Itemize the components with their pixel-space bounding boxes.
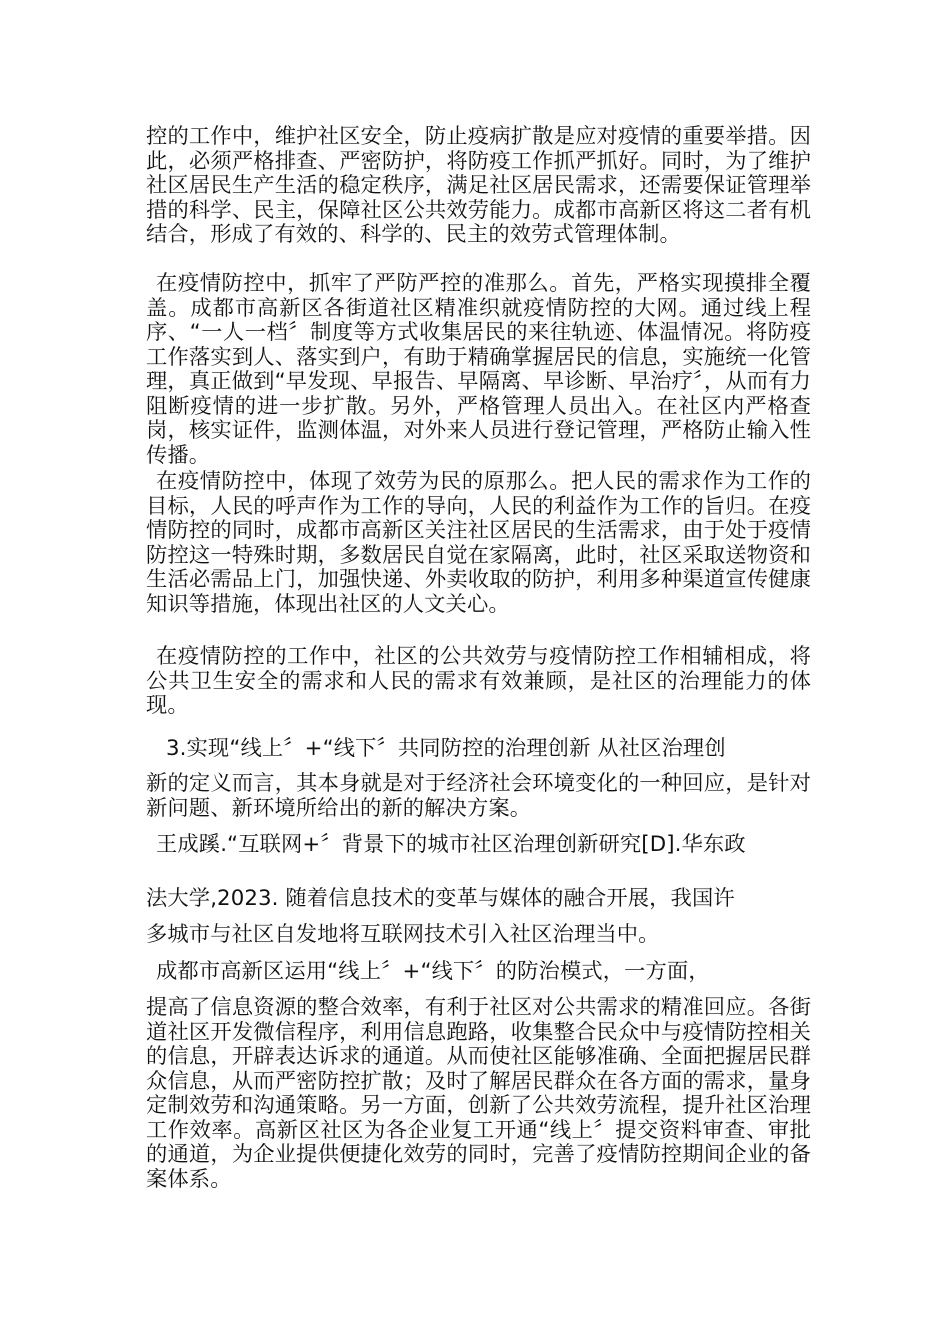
paragraph-1: 控的工作中，维护社区安全，防止疫病扩散是应对疫情的重要举措。因此，必须严格排查、严密防护，将防疫工作抓严抓好。同时，为了维护社区居民生产生活的稳定秩序，满足社区居民需求，还需要保证管理举措的科学、民主，保障社区公共效劳能力。成都市高新区将这二者有机结合，形成了有效的、科学的、民主的效劳式管理体制。 [146, 124, 811, 247]
section-heading-3: 3.实现“线上〞+“线下〞共同防控的治理创新 从社区治理创 [166, 736, 726, 761]
reference-citation: 王成蹊.“互联网+〞背景下的城市社区治理创新研究[D].华东政 [156, 832, 746, 857]
paragraph-4: 在疫情防控的工作中，社区的公共效劳与疫情防控工作相辅相成，将公共卫生安全的需求和人民的需求有效兼顾，是社区的治理能力的体现。 [146, 644, 811, 718]
paragraph-7: 多城市与社区自发地将互联网技术引入社区治理当中。 [146, 922, 660, 947]
paragraph-6: 法大学,2023. 随着信息技术的变革与媒体的融合开展，我国许 [146, 886, 735, 911]
paragraph-2: 在疫情防控中，抓牢了严防严控的准那么。首先，严格实现摸排全覆盖。成都市高新区各街道社区精准织就疫情防控的大网。通过线上程序、“一人一档〞制度等方式收集居民的来往轨迹、体温情况。将防疫工作落实到人、落实到户，有助于精确掌握居民的信息，实施统一化管理，真正做到“早发现、早报告、早隔离、早诊断、早治疗〞，从而有力阻断疫情的进一步扩散。另外，严格管理人员出入。在社区内严格查岗，核实证件，监测体温，对外来人员进行登记管理，严格防止输入性传播。 [146, 271, 811, 468]
paragraph-3: 在疫情防控中，体现了效劳为民的原那么。把人民的需求作为工作的目标，人民的呼声作为工作的导向，人民的利益作为工作的旨归。在疫情防控的同时，成都市高新区关注社区居民的生活需求，由于处于疫情防控这一特殊时期，多数居民自觉在家隔离，此时，社区采取送物资和生活必需品上门，加强快递、外卖收取的防护，利用多种渠道宣传健康知识等措施，体现出社区的人文关心。 [146, 469, 811, 617]
paragraph-9: 提高了信息资源的整合效率，有利于社区对公共需求的精准回应。各街道社区开发微信程序，利用信息跑路，收集整合民众中与疫情防控相关的信息，开辟表达诉求的通道。从而使社区能够准确、全面把握居民群众信息，从而严密防控扩散；及时了解居民群众在各方面的需求，量身定制效劳和沟通策略。另一方面，创新了公共效劳流程，提升社区治理工作效率。高新区社区为各企业复工开通“线上〞提交资料审查、审批的通道，为企业提供便捷化效劳的同时，完善了疫情防控期间企业的备案体系。 [146, 995, 811, 1192]
paragraph-5: 新的定义而言，其本身就是对于经济社会环境变化的一种回应，是针对新问题、新环境所给出的新的解决方案。 [146, 771, 811, 821]
paragraph-8: 成都市高新区运用“线上〞+“线下〞的防治模式，一方面， [156, 959, 710, 984]
